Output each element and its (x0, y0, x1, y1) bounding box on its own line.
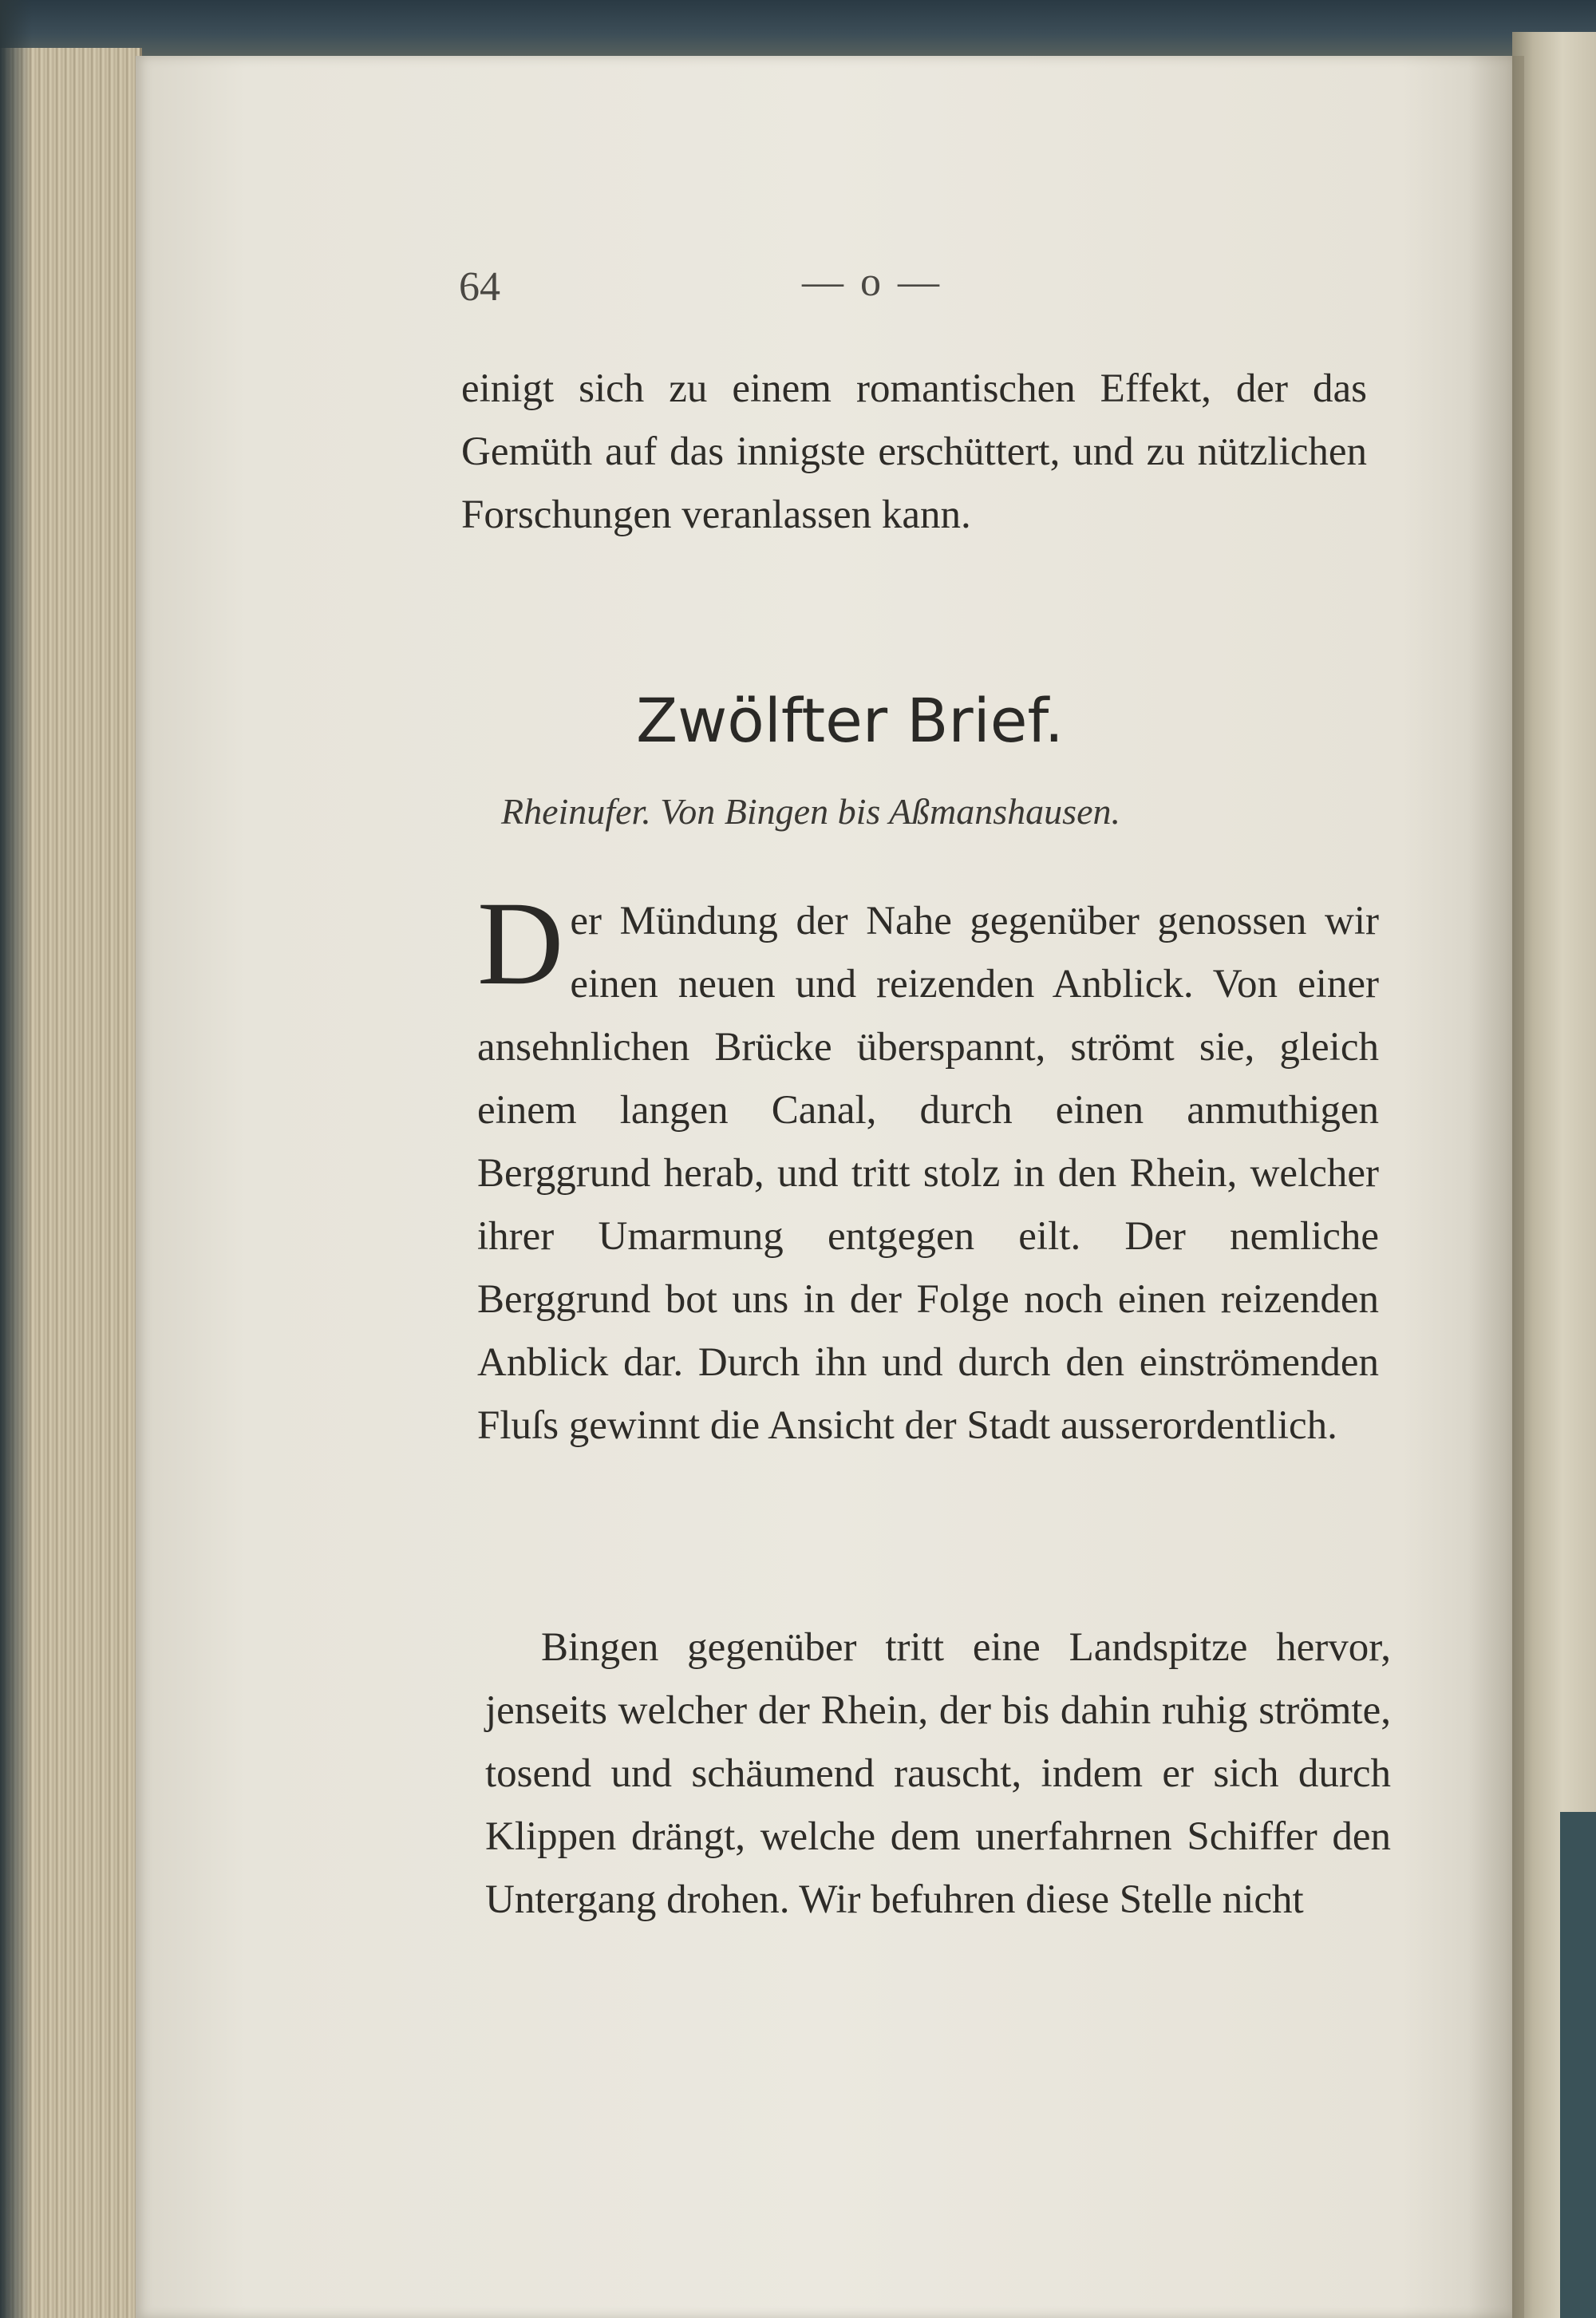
first-paragraph (477, 877, 1379, 1458)
gutter-shadow (1468, 56, 1524, 2318)
book-cover-top (0, 0, 1596, 56)
letter-subtitle: Rheinufer. Von Bingen bis Aßmanshausen. (501, 791, 1120, 832)
edge-shadow (0, 0, 32, 2318)
book-cover-corner (1560, 1812, 1596, 2318)
page-header (0, 259, 1596, 327)
continuation-paragraph: einigt sich zu einem romantischen Effekt, der das Gemüth auf das innigste erschüttert, und zu nützlichen Forschungen veranlassen kann. (461, 366, 1367, 537)
page-number: 64 (459, 264, 500, 310)
second-paragraph: Bingen gegenüber tritt eine Landspitze hervor, jenseits welcher der Rhein, der bis dahin ruhig strömte, tosend und schäumend rauscht, indem er sich durch Klippen drängt, welche dem unerfahrnen Schiffer den Untergang drohen. Wir befuhren diese Stelle nicht (485, 1625, 1391, 1922)
first-paragraph-text: er Mündung der Nahe gegenüber genossen wir einen neuen und reizenden Anblick. Von einer ansehnlichen Brücke überspannt, strömt sie, gleich einem langen Canal, durch einen anmuthigen Berggrund herab, und tritt stolz in den Rhein, welcher ihrer Umarmung entgegen eilt. Der nemliche Berggrund bot uns in der Folge noch einen reizenden Anblick dar. Durch ihn und durch den einströmenden Fluſs gewinnt die Ansicht der Stadt ausserordentlich. (477, 899, 1379, 1448)
letter-title: Zwölfter Brief. (636, 685, 1064, 756)
header-ornament: — o — (802, 259, 942, 305)
drop-cap: D (477, 877, 564, 1010)
